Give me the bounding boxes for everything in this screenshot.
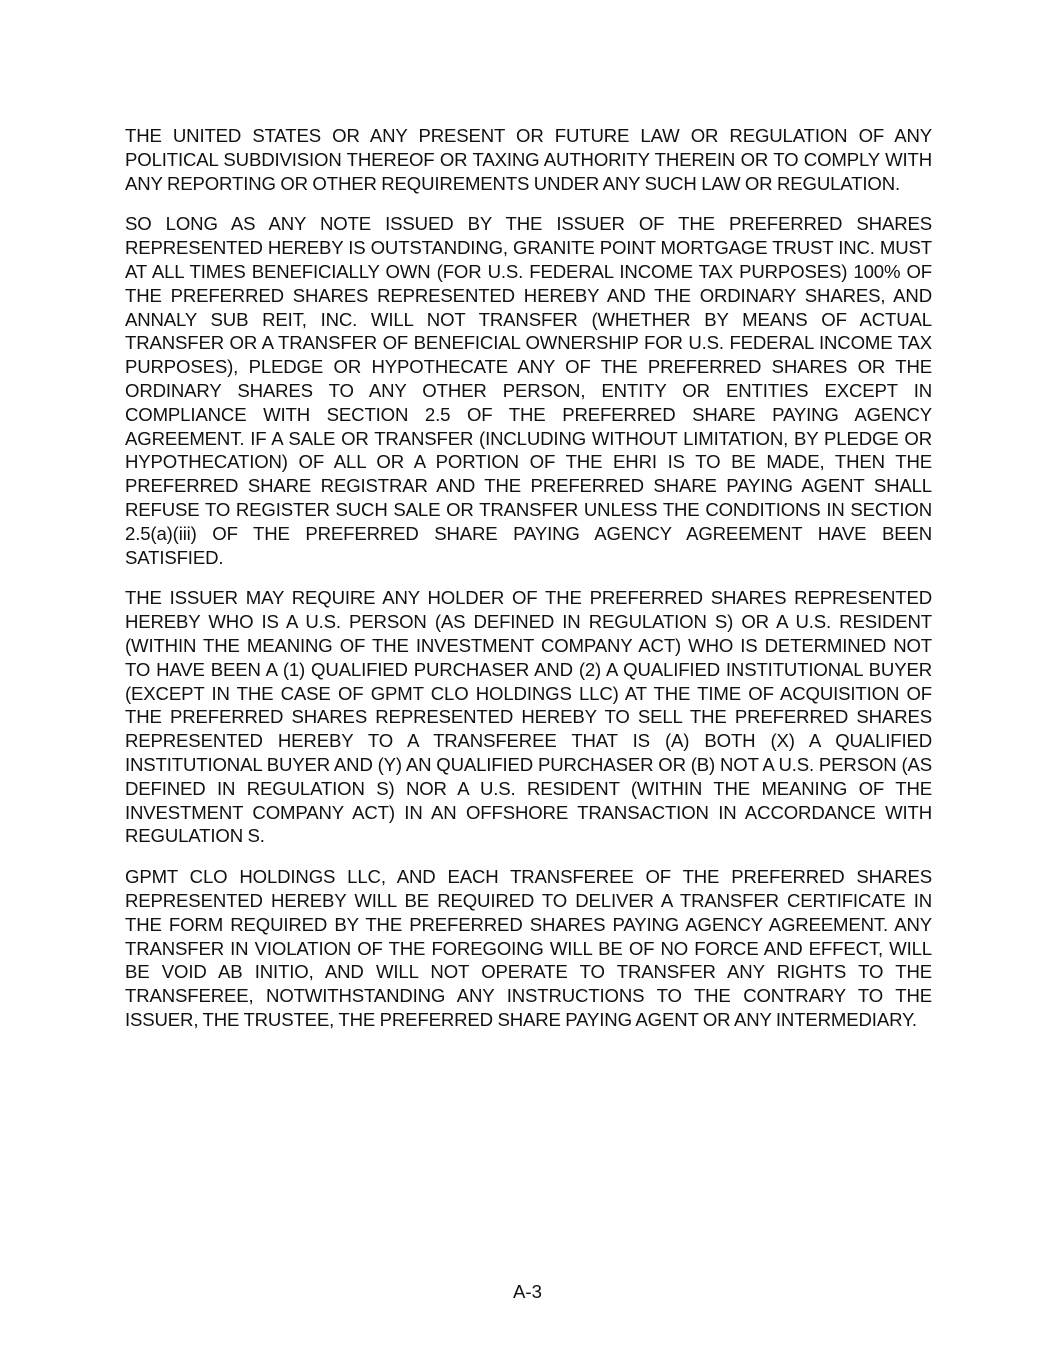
paragraph-transfer-certificate: GPMT CLO HOLDINGS LLC, AND EACH TRANSFEREE OF THE PREFERRED SHARES REPRESENTED HEREBY WILL BE REQUIRED TO DELIVER A TRANSFER CERTIFICATE IN THE FORM REQUIRED BY THE PREFERRED SHARES PAYING AGENCY AGREEMENT. ANY TRANSFER IN VIOLATION OF THE FOREGOING WILL BE OF NO FORCE AND EFFECT, WILL BE VOID AB INITIO, AND WILL NOT OPERATE TO TRANSFER ANY RIGHTS TO THE TRANSFEREE, NOTWITHSTANDING ANY INSTRUCTIONS TO THE CONTRARY TO THE ISSUER, THE TRUSTEE, THE PREFERRED SHARE PAYING AGENT OR ANY INTERMEDIARY. xyxy=(125,866,932,1030)
page-number: A-3 xyxy=(513,1281,542,1302)
paragraph-beneficial-ownership: SO LONG AS ANY NOTE ISSUED BY THE ISSUER OF THE PREFERRED SHARES REPRESENTED HEREBY IS OUTSTANDING, GRANITE POINT MORTGAGE TRUST INC. MUST AT ALL TIMES BENEFICIALLY OWN (FOR U.S. FEDERAL INCOME TAX PURPOSES) 100% OF THE PREFERRED SHARES REPRESENTED HEREBY AND THE ORDINARY SHARES, AND ANNALY SUB REIT, INC. WILL NOT TRANSFER (WHETHER BY MEANS OF ACTUAL TRANSFER OR A TRANSFER OF BENEFICIAL OWNERSHIP FOR U.S. FEDERAL INCOME TAX PURPOSES), PLEDGE OR HYPOTHECATE ANY OF THE PREFERRED SHARES OR THE ORDINARY SHARES TO ANY OTHER PERSON, ENTITY OR ENTITIES EXCEPT IN COMPLIANCE WITH SECTION 2.5 OF THE PREFERRED SHARE PAYING AGENCY AGREEMENT. IF A SALE OR TRANSFER (INCLUDING WITHOUT LIMITATION, BY PLEDGE OR HYPOTHECATION) OF ALL OR A PORTION OF THE EHRI IS TO BE MADE, THEN THE PREFERRED SHARE REGISTRAR AND THE PREFERRED SHARE PAYING AGENT SHALL REFUSE TO REGISTER SUCH SALE OR TRANSFER UNLESS THE CONDITIONS IN SECTION 2.5(a)(iii) OF THE PREFERRED SHARE PAYING AGENCY AGREEMENT HAVE BEEN SATISFIED. xyxy=(125,213,932,568)
document-body xyxy=(125,124,932,1049)
paragraph-issuer-may-require: THE ISSUER MAY REQUIRE ANY HOLDER OF THE PREFERRED SHARES REPRESENTED HEREBY WHO IS A U.S. PERSON (AS DEFINED IN REGULATION S) OR A U.S. RESIDENT (WITHIN THE MEANING OF THE INVESTMENT COMPANY ACT) WHO IS DETERMINED NOT TO HAVE BEEN A (1) QUALIFIED PURCHASER AND (2) A QUALIFIED INSTITUTIONAL BUYER (EXCEPT IN THE CASE OF GPMT CLO HOLDINGS LLC) AT THE TIME OF ACQUISITION OF THE PREFERRED SHARES REPRESENTED HEREBY TO SELL THE PREFERRED SHARES REPRESENTED HEREBY TO A TRANSFEREE THAT IS (A) BOTH (X) A QUALIFIED INSTITUTIONAL BUYER AND (Y) AN QUALIFIED PURCHASER OR (B) NOT A U.S. PERSON (AS DEFINED IN REGULATION S) NOR A U.S. RESIDENT (WITHIN THE MEANING OF THE INVESTMENT COMPANY ACT) IN AN OFFSHORE TRANSACTION IN ACCORDANCE WITH REGULATION S. xyxy=(125,587,932,847)
paragraph-law-or-regulation: THE UNITED STATES OR ANY PRESENT OR FUTURE LAW OR REGULATION OF ANY POLITICAL SUBDIVISION THEREOF OR TAXING AUTHORITY THEREIN OR TO COMPLY WITH ANY REPORTING OR OTHER REQUIREMENTS UNDER ANY SUCH LAW OR REGULATION. xyxy=(125,125,932,194)
